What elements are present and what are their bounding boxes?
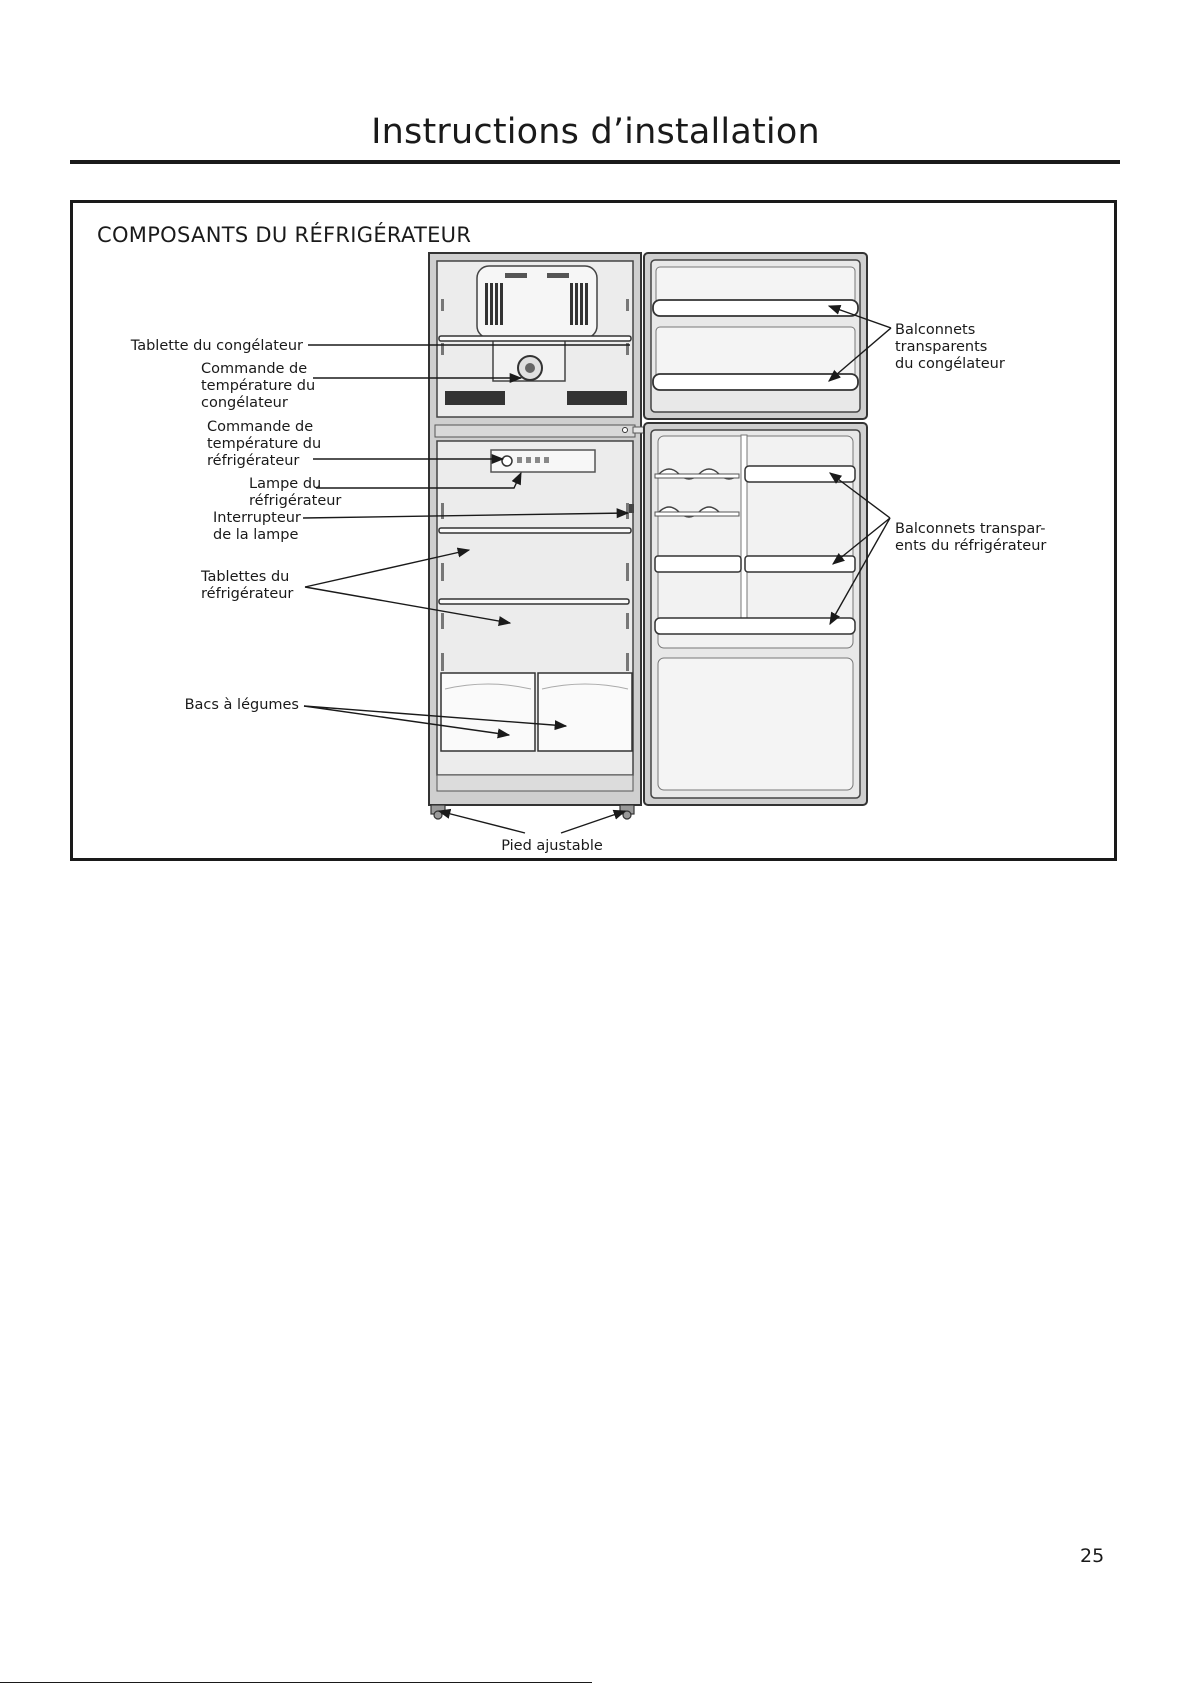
label-fridge-control: Commande de température du réfrigérateur — [207, 419, 322, 469]
title-rule — [70, 160, 1120, 164]
door-hinge — [623, 428, 628, 433]
fridge-door-bin-bottom — [655, 618, 855, 634]
freezer-door — [644, 253, 867, 419]
fridge-door-bin-middle — [745, 556, 855, 572]
freezer-door-bin-upper — [653, 300, 858, 316]
fridge-control-dial — [502, 456, 512, 466]
label-crispers: Bacs à légumes — [184, 697, 299, 713]
label-freezer-door-bins: Balconnets transparents du congélateur — [895, 322, 1005, 372]
label-fridge-door-bins: Balconnets transpar- ents du réfrigérateur — [895, 521, 1047, 554]
fridge-shelf-lower — [439, 599, 629, 604]
adjustable-feet — [431, 805, 634, 814]
footer-rule — [0, 1682, 592, 1683]
label-freezer-control: Commande de température du congélateur — [201, 361, 316, 411]
label-light-switch: Interrupteur de la lampe — [213, 510, 301, 543]
fridge-shelf-upper — [439, 528, 631, 533]
fridge-door — [644, 423, 867, 805]
refrigerator-diagram — [73, 203, 1114, 858]
label-freezer-shelf: Tablette du congélateur — [130, 338, 303, 354]
fridge-door-bin-left — [655, 556, 741, 572]
figure-frame — [70, 200, 1117, 861]
label-fridge-light: Lampe du réfrigérateur — [249, 476, 342, 509]
section-heading: COMPOSANTS DU RÉFRIGÉRATEUR — [97, 223, 472, 247]
label-adjustable-foot: Pied ajustable — [501, 838, 603, 854]
page-number: 25 — [1080, 1545, 1105, 1567]
freezer-door-bin-lower — [653, 374, 858, 390]
label-fridge-shelves: Tablettes du réfrigérateur — [201, 569, 294, 602]
page-title: Instructions d’installation — [371, 112, 820, 152]
light-switch — [629, 504, 634, 513]
freezer-shelf — [439, 336, 631, 341]
